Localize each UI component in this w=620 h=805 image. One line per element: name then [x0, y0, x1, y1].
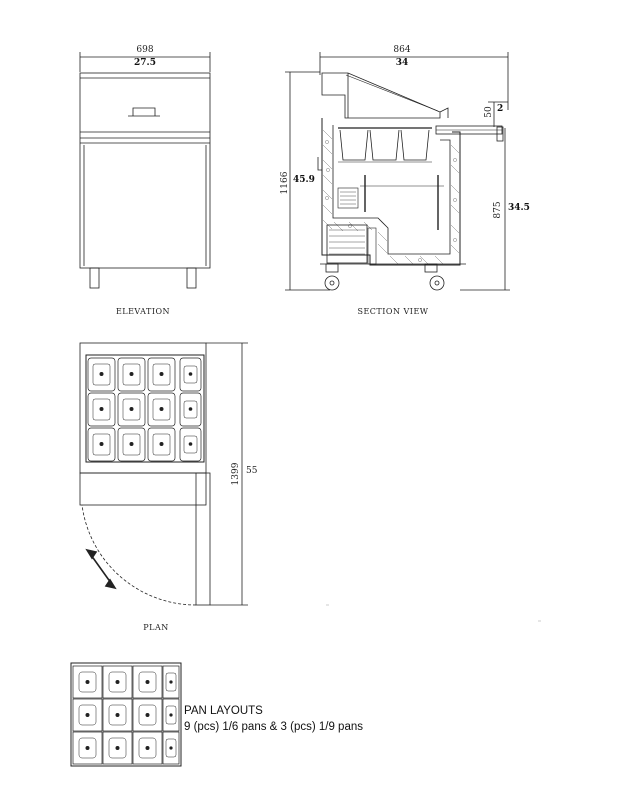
stray-marks [326, 605, 541, 621]
elevation-leg-right [187, 268, 196, 288]
section-view [280, 45, 530, 316]
plan-pans [88, 358, 201, 461]
section-width-in: 34 [395, 58, 409, 68]
elevation-leg-left [90, 268, 99, 288]
elevation-width-mm: 698 [136, 45, 154, 55]
section-height-in: 45.9 [293, 175, 315, 185]
section-body-outer [322, 118, 460, 265]
section-basket [338, 188, 358, 208]
plan-depth-mm: 1399 [231, 462, 241, 486]
elevation-caption: ELEVATION [115, 307, 171, 316]
section-compressor [327, 225, 367, 263]
drawer-handle [133, 108, 155, 116]
door-swing-arrow [87, 550, 115, 588]
section-rail-in: 2 [497, 104, 504, 114]
plan-door-panel [196, 473, 210, 605]
section-lid [322, 73, 440, 118]
elevation-width-in: 27.5 [134, 58, 156, 68]
section-body-inner [333, 125, 450, 254]
section-work-height-in: 34.5 [508, 203, 530, 213]
plan-body [80, 473, 206, 505]
section-caption: SECTION VIEW [357, 307, 429, 316]
plan-caption: PLAN [143, 623, 169, 632]
plan-depth-in: 55 [246, 466, 258, 476]
elevation-cabinet [80, 73, 210, 268]
section-rail-mm: 50 [484, 106, 494, 118]
pan-layout-title: PAN LAYOUTS [184, 705, 263, 717]
plan-door-swing [82, 505, 196, 605]
pan-layout-description: 9 (pcs) 1/6 pans & 3 (pcs) 1/9 pans [184, 721, 363, 733]
section-height-mm: 1166 [280, 171, 290, 195]
section-pans [338, 128, 432, 162]
section-casters [320, 264, 466, 290]
section-work-height-mm: 875 [493, 201, 503, 219]
pan-layout-diagram [71, 663, 181, 766]
section-width-mm: 864 [393, 45, 411, 55]
plan-top [80, 343, 206, 473]
elevation-view [80, 45, 210, 316]
pan-layout-legend [184, 703, 363, 735]
plan-view [80, 343, 258, 632]
